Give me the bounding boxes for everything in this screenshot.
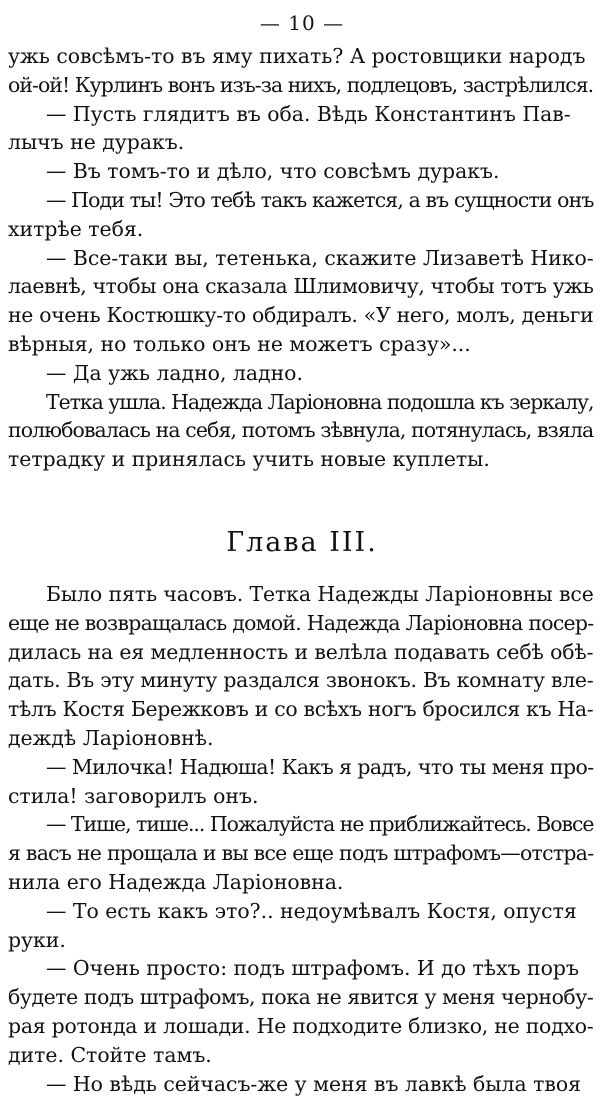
text-line: — Милочка! Надюша! Какъ я радъ, что ты меня про- xyxy=(8,753,596,782)
text-line: дите. Стойте тамъ. xyxy=(8,1041,596,1070)
text-line: нила его Надежда Ларіоновна. xyxy=(8,868,596,897)
text-line: хитрѣе тебя. xyxy=(8,215,596,244)
text-line: — Поди ты! Это тебѣ такъ кажется, а въ сущности онъ xyxy=(8,186,596,215)
text-line: — Очень просто: подъ штрафомъ. И до тѣхъ поръ xyxy=(8,954,596,983)
text-line: вѣрныя, но только онъ не можетъ сразу»... xyxy=(8,330,596,359)
text-line: — Въ томъ-то и дѣло, что совсѣмъ дуракъ. xyxy=(8,157,596,186)
text-line: дать. Въ эту минуту раздался звонокъ. Въ комнату вле- xyxy=(8,666,596,695)
text-line: — Да ужь ладно, ладно. xyxy=(8,359,596,388)
text-line: руки. xyxy=(8,926,596,955)
text-line: еще не возвращалась домой. Надежда Ларіоновна посер- xyxy=(8,609,596,638)
text-line: ой-ой! Курлинъ вонъ изъ-за нихъ, подлецовъ, застрѣлился. xyxy=(8,71,596,100)
page-number: — 10 — xyxy=(8,8,596,42)
text-line: — Тише, тише... Пожалуйста не приближайтесь. Вовсе xyxy=(8,810,596,839)
chapter-title: Глава III. xyxy=(8,526,596,560)
text-line: деждѣ Ларіоновнѣ. xyxy=(8,724,596,753)
text-line: будете подъ штрафомъ, пока не явится у меня чернобу- xyxy=(8,983,596,1012)
text-line: — То есть какъ это?.. недоумѣвалъ Костя, опустя xyxy=(8,897,596,926)
text-line: — Пусть глядитъ въ оба. Вѣдь Константинъ Пав- xyxy=(8,100,596,129)
text-line: тетрадку и принялась учить новые куплеты. xyxy=(8,445,596,474)
text-line: тѣлъ Костя Бережковъ и со всѣхъ ногъ бросился къ На- xyxy=(8,695,596,724)
text-line: — Но вѣдь сейчасъ-же у меня въ лавкѣ была твоя xyxy=(8,1070,596,1098)
text-line: лаевнѣ, чтобы она сказала Шлимовичу, чтобы тотъ ужь xyxy=(8,272,596,301)
text-line: полюбовалась на себя, потомъ зѣвнула, потянулась, взяла xyxy=(8,416,596,445)
text-line: стила! заговорилъ онъ. xyxy=(8,782,596,811)
text-line: — Все-таки вы, тетенька, скажите Лизаветѣ Нико- xyxy=(8,244,596,273)
section-one-text xyxy=(8,42,596,474)
text-line: Тетка ушла. Надежда Ларіоновна подошла къ зеркалу, xyxy=(8,388,596,417)
text-line: дилась на ея медленность и велѣла подавать себѣ обѣ- xyxy=(8,638,596,667)
text-line: рая ротонда и лошади. Не подходите близко, не подхо- xyxy=(8,1012,596,1041)
text-line: Было пять часовъ. Тетка Надежды Ларіоновны все xyxy=(8,580,596,609)
text-line: ужь совсѣмъ-то въ яму пихать? А ростовщики народъ xyxy=(8,42,596,71)
text-line: не очень Костюшку-то обдиралъ. «У него, молъ, деньги xyxy=(8,301,596,330)
section-two-text xyxy=(8,580,596,1098)
text-line: я васъ не прощала и вы все еще подъ штрафомъ—отстра- xyxy=(8,839,596,868)
text-line: лычъ не дуракъ. xyxy=(8,128,596,157)
